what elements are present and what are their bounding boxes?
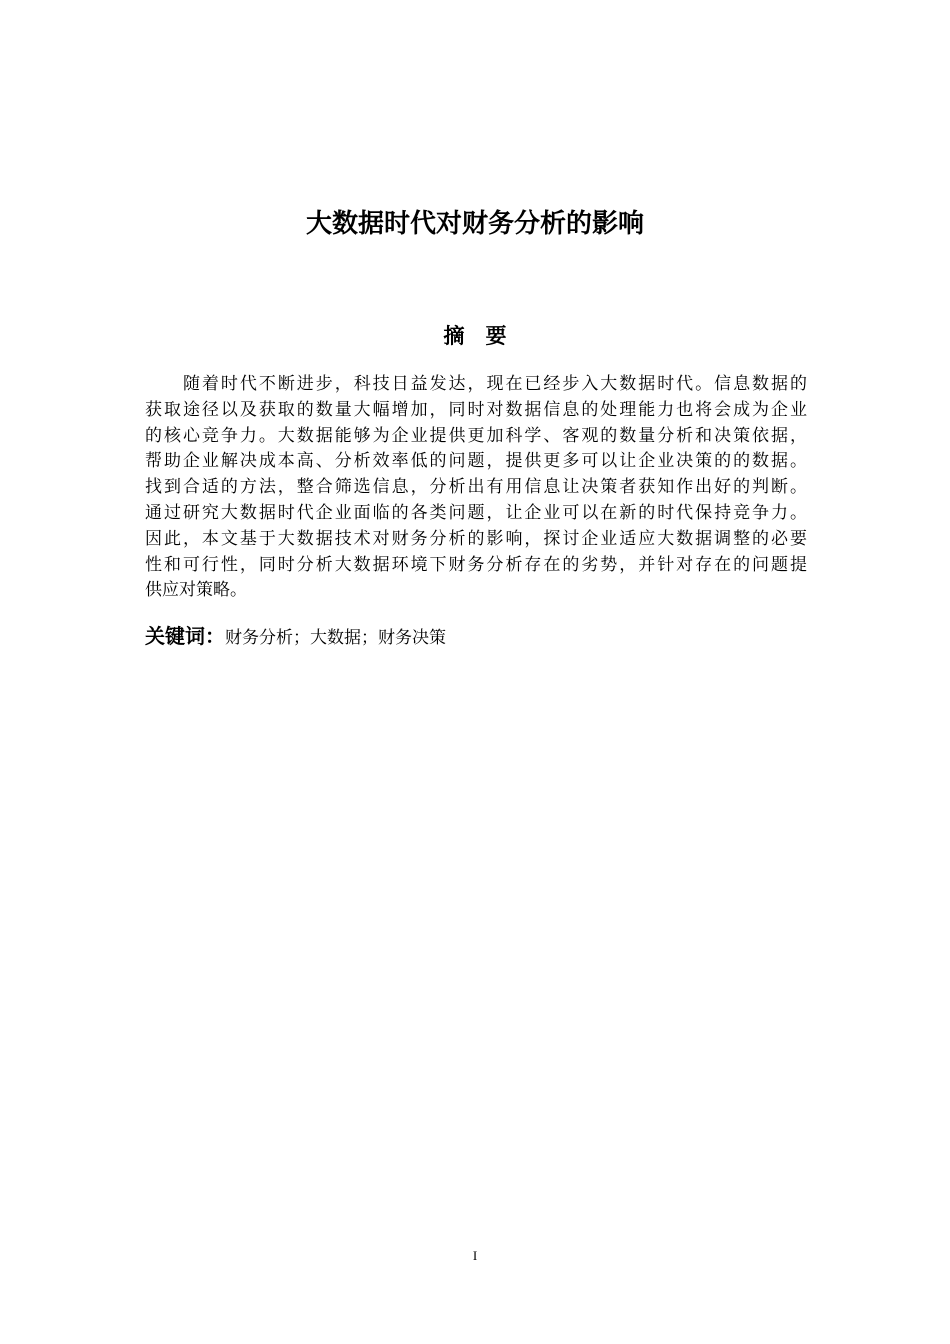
abstract-line: 通过研究大数据时代企业面临的各类问题，让企业可以在新的时代保持竞争力。 (145, 502, 807, 523)
abstract-line: 供应对策略。 (145, 580, 247, 601)
keywords (145, 620, 446, 654)
page-number: I (472, 1248, 478, 1263)
keywords-label: 关键词： (145, 624, 225, 648)
abstract-line: 随着时代不断进步，科技日益发达，现在已经步入大数据时代。信息数据的 (183, 374, 807, 394)
abstract-line: 找到合适的方法，整合筛选信息，分析出有用信息让决策者获知作出好的判断。 (145, 477, 807, 498)
abstract-body (145, 372, 807, 604)
abstract-line: 帮助企业解决成本高、分析效率低的问题，提供更多可以让企业决策的的数据。 (145, 451, 807, 472)
keywords-value: 财务分析；大数据；财务决策 (225, 628, 446, 648)
document-title: 大数据时代对财务分析的影响 (305, 209, 644, 239)
abstract-line: 获取途径以及获取的数量大幅增加，同时对数据信息的处理能力也将会成为企业 (145, 399, 807, 420)
abstract-line: 性和可行性，同时分析大数据环境下财务分析存在的劣势，并针对存在的问题提 (145, 554, 807, 575)
abstract-line: 因此，本文基于大数据技术对财务分析的影响，探讨企业适应大数据调整的必要 (145, 528, 807, 549)
abstract-line: 的核心竞争力。大数据能够为企业提供更加科学、客观的数量分析和决策依据， (145, 425, 807, 446)
abstract-heading: 摘 要 (443, 324, 507, 348)
